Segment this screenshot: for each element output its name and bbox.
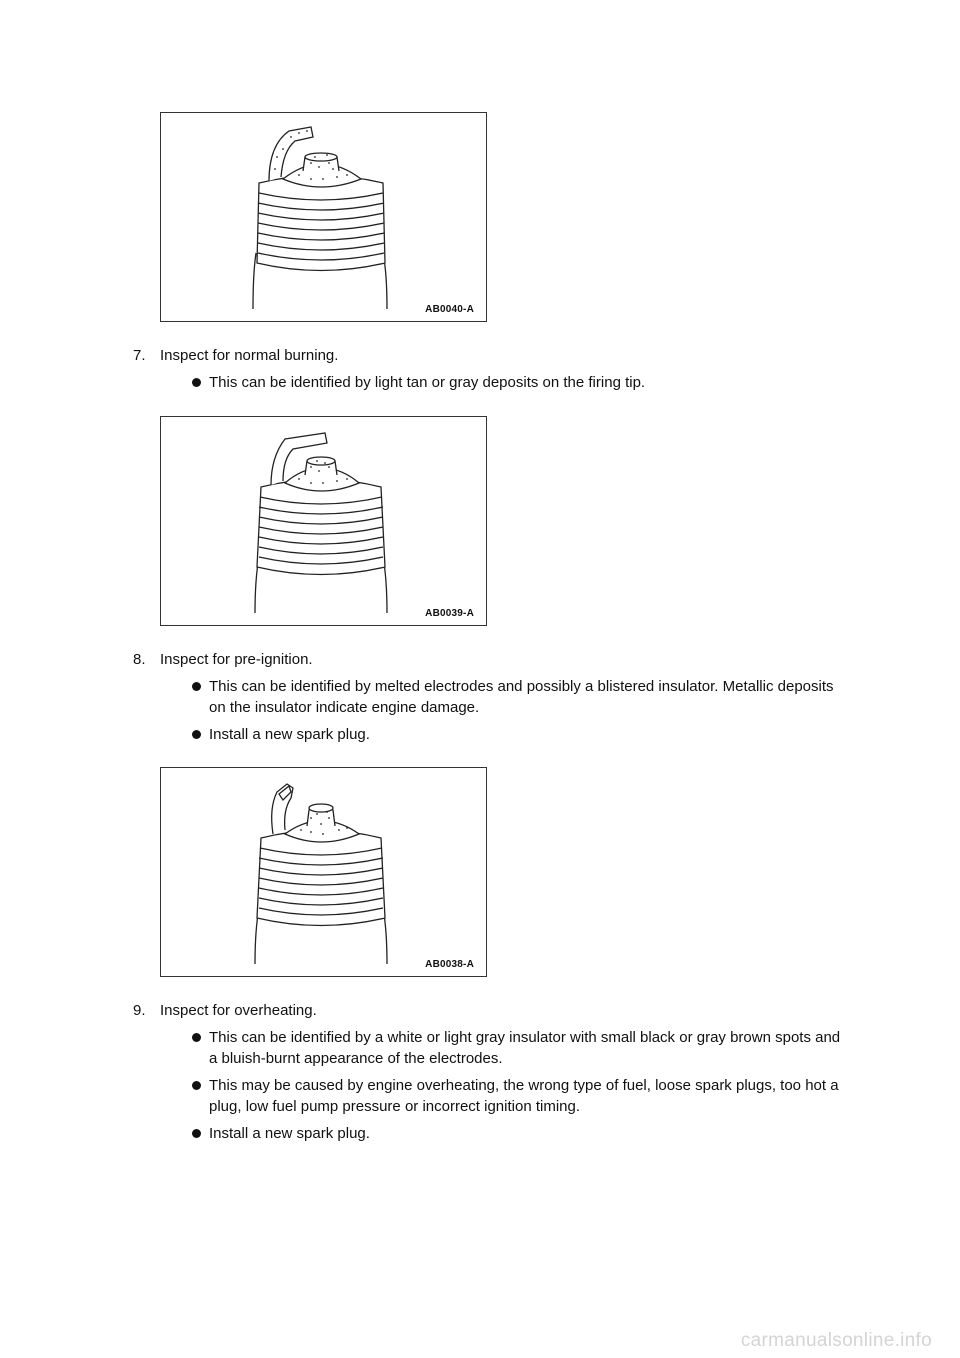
step-text: Inspect for pre-ignition. — [160, 651, 313, 668]
bullet-dot-icon — [192, 1033, 201, 1042]
bullet-dot-icon — [192, 378, 201, 387]
figure-ab0038 — [160, 767, 487, 977]
figure-ab0039 — [160, 416, 487, 626]
bullet-dot-icon — [192, 1081, 201, 1090]
bullet-dot-icon — [192, 730, 201, 739]
step-text: Inspect for overheating. — [160, 1002, 317, 1019]
bullet-text: This may be caused by engine overheating, the wrong type of fuel, loose spark plugs, too hot a plug, low fuel pump pressure or incorrect ignition timing. — [209, 1077, 839, 1115]
bullet-item — [192, 724, 852, 745]
bullet-item — [192, 1123, 852, 1144]
figure-ab0040 — [160, 112, 487, 322]
bullet-text: Install a new spark plug. — [209, 726, 370, 743]
bullet-item — [192, 676, 852, 718]
step-number: 8. — [133, 651, 146, 668]
spark-plug-illustration — [161, 768, 486, 976]
bullet-dot-icon — [192, 1129, 201, 1138]
bullet-text: Install a new spark plug. — [209, 1125, 370, 1142]
figure-code: AB0038-A — [425, 959, 474, 970]
spark-plug-illustration — [161, 113, 486, 321]
step-9 — [133, 1001, 853, 1021]
figure-code: AB0039-A — [425, 608, 474, 619]
spark-plug-illustration — [161, 417, 486, 625]
step-number: 7. — [133, 347, 146, 364]
step-text: Inspect for normal burning. — [160, 347, 339, 364]
bullet-text: This can be identified by melted electrodes and possibly a blistered insulator. Metallic deposits on the insulator indicate engine damage. — [209, 678, 834, 716]
bullet-item — [192, 1027, 852, 1069]
bullet-dot-icon — [192, 682, 201, 691]
bullet-text: This can be identified by light tan or gray deposits on the firing tip. — [209, 374, 646, 391]
bullet-text: This can be identified by a white or light gray insulator with small black or gray brown spots and a bluish-burnt appearance of the electrodes. — [209, 1029, 841, 1067]
step-number: 9. — [133, 1002, 146, 1019]
bullet-item — [192, 1075, 852, 1117]
bullet-item — [192, 372, 852, 393]
step-8 — [133, 650, 853, 670]
watermark: carmanualsonline.info — [740, 1330, 932, 1351]
figure-code: AB0040-A — [425, 304, 474, 315]
step-7 — [133, 346, 853, 366]
